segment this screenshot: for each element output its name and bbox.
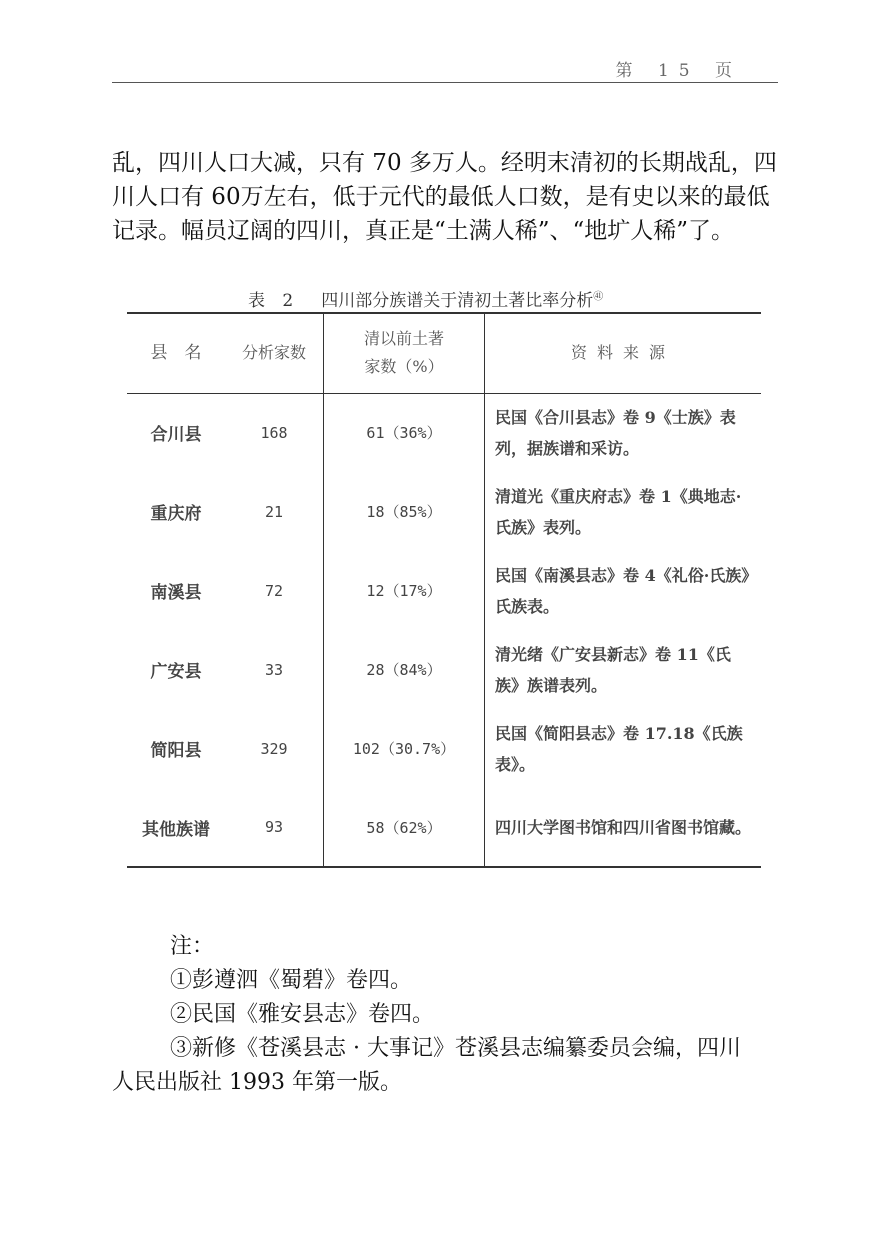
- header-families: 分析家数: [225, 313, 324, 393]
- body-paragraph: [112, 146, 784, 248]
- page-header: [112, 50, 778, 83]
- cell-families: 21: [264, 502, 284, 521]
- cell-source: 四川大学图书馆和四川省图书馆藏。: [485, 788, 762, 867]
- cell-families: 33: [264, 660, 284, 679]
- note-continuation: 人民出版社 1993 年第一版。: [112, 1070, 402, 1095]
- cell-source: 清道光《重庆府志》卷 1《典地志·氏族》表列。: [485, 472, 762, 551]
- table-row: [127, 709, 761, 788]
- cell-source: 民国《南溪县志》卷 4《礼俗·氏族》氏族表。: [485, 551, 762, 630]
- cell-ratio: 12（17%）: [324, 551, 485, 630]
- cell-county: 其他族谱: [127, 788, 225, 867]
- cell-families: 72: [264, 581, 284, 600]
- paragraph-line: 乱，四川人口大减，只有 70 多万人。经明末清初的长期战乱，四: [112, 150, 777, 176]
- cell-families: 168: [260, 423, 288, 442]
- cell-county: 南溪县: [150, 583, 202, 603]
- header-ratio: [324, 313, 485, 393]
- cell-ratio: 28（84%）: [324, 630, 485, 709]
- cell-families: 93: [225, 788, 324, 867]
- cell-ratio: 102（30.7%）: [324, 709, 485, 788]
- table-row: [127, 630, 761, 709]
- cell-ratio: 61（36%）: [324, 393, 485, 472]
- notes-section: [112, 930, 784, 1100]
- header-source: 资料来源: [485, 313, 762, 393]
- table-row: [127, 393, 761, 472]
- data-table: [127, 312, 761, 868]
- note-item: ②民国《雅安县志》卷四。: [170, 1002, 435, 1027]
- table-header-row: [127, 313, 761, 393]
- page-number: 第 15 页: [615, 61, 742, 81]
- cell-source: 民国《合川县志》卷 9《士族》表列，据族谱和采访。: [485, 393, 762, 472]
- cell-ratio: 18（85%）: [324, 472, 485, 551]
- cell-families: 329: [260, 739, 288, 758]
- header-county: 县 名: [127, 313, 225, 393]
- paragraph-line: 记录。幅员辽阔的四川，真正是“土满人稀”、“地圹人稀”了。: [112, 218, 735, 244]
- header-ratio-line1: 清以前土著: [363, 329, 444, 349]
- cell-county: 广安县: [150, 662, 202, 682]
- table-caption-title: 四川部分族谱关于清初土著比率分析: [321, 291, 594, 311]
- cell-county: 简阳县: [150, 741, 202, 761]
- table-row: [127, 788, 761, 867]
- note-item: ①彭遵泗《蜀碧》卷四。: [170, 968, 413, 993]
- cell-county: 重庆府: [150, 504, 202, 524]
- table-caption-ref: ㊶: [593, 291, 604, 303]
- cell-source: 清光绪《广安县新志》卷 11《氏族》族谱表列。: [485, 630, 762, 709]
- cell-county: 合川县: [150, 425, 202, 446]
- cell-source: 民国《简阳县志》卷 17.18《氏族表》。: [485, 709, 762, 788]
- table-row: [127, 472, 761, 551]
- header-ratio-line2: 家数（%）: [364, 357, 444, 377]
- table-caption-label: 表 2: [248, 291, 300, 311]
- paragraph-line: 川人口有 60万左右，低于元代的最低人口数，是有史以来的最低: [112, 184, 770, 210]
- cell-ratio: 58（62%）: [324, 788, 485, 867]
- note-item: ③新修《苍溪县志 · 大事记》苍溪县志编纂委员会编，四川: [170, 1036, 741, 1061]
- table-row: [127, 551, 761, 630]
- table-caption: [248, 286, 603, 311]
- notes-title: 注：: [170, 934, 215, 959]
